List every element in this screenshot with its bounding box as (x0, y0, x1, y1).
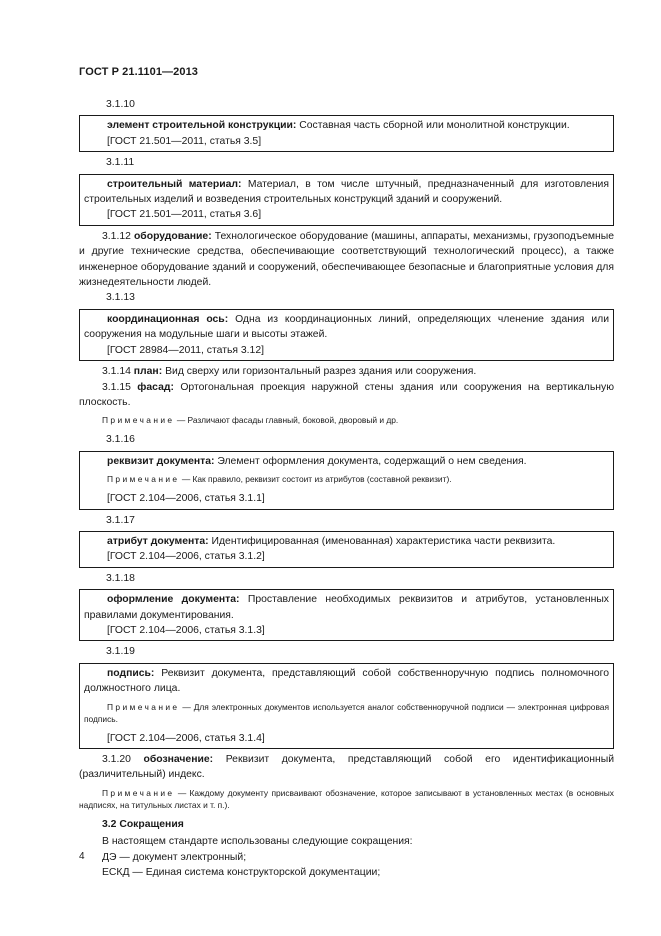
definition: Идентифицированная (именованная) характеристика части реквизита. (211, 535, 556, 547)
document-header: ГОСТ Р 21.1101—2013 (79, 66, 199, 78)
definition-text (84, 666, 609, 697)
source-reference: [ГОСТ 21.501—2011, статья 3.5] (107, 135, 262, 147)
clause-number: 3.1.14 (102, 366, 131, 378)
term: подпись: (107, 667, 155, 679)
definition: Материал, в том числе штучный, предназначенный для изготовления строительных изделий и возведения строительных конструкций зданий и сооружений. (84, 178, 609, 206)
definition: Реквизит документа, представляющий собой собственноручную подпись полномочного должностного лица. (84, 667, 609, 695)
definition-text (84, 454, 609, 469)
definition-text (79, 364, 614, 379)
definition-text (79, 229, 614, 291)
definition: Вид сверху или горизонтальный разрез здания или сооружения. (165, 366, 477, 378)
definition: Ортогональная проекция наружной стены здания или сооружения на вертикальную плоскость. (79, 381, 615, 408)
definition-box (79, 451, 614, 510)
definition: Одна из координационных линий, определяющих членение здания или сооружения на модульные шаги и высоты этажей. (84, 313, 609, 341)
definition: Проставление необходимых реквизитов и атрибутов, установленных правилами документирования. (84, 594, 609, 621)
clause-number: 3.1.18 (106, 572, 135, 584)
section-heading: 3.2 Сокращения (102, 818, 184, 830)
definition-text (84, 534, 609, 549)
clause-number: 3.1.19 (106, 646, 135, 658)
definition-box (79, 663, 614, 749)
definition-text (84, 177, 609, 208)
clause-number: 3.1.12 (102, 230, 131, 242)
term: оборудование: (133, 230, 212, 242)
definition-box (79, 309, 614, 361)
term: координационная ось: (107, 313, 229, 325)
source-reference: [ГОСТ 28984—2011, статья 3.12] (107, 344, 264, 356)
term: атрибут документа: (107, 535, 209, 547)
definition-box (79, 174, 614, 226)
abbreviation-item: ЕСКД — Единая система конструкторской документации; (102, 867, 381, 879)
term: реквизит документа: (107, 455, 215, 467)
term: обозначение: (143, 754, 214, 765)
term: элемент строительной конструкции: (107, 120, 297, 132)
definition-text (84, 312, 609, 343)
page-number: 4 (79, 851, 85, 862)
clause-number: 3.1.17 (106, 514, 135, 526)
clause-number: 3.1.10 (106, 99, 135, 110)
note (84, 473, 609, 485)
clause-number: 3.1.11 (106, 157, 135, 169)
note (79, 414, 614, 426)
term: строительный материал: (107, 178, 242, 190)
abbreviation-item: ДЭ — документ электронный; (102, 851, 247, 863)
section-intro: В настоящем стандарте использованы следующие сокращения: (102, 836, 413, 848)
term: план: (133, 366, 163, 378)
definition-box (79, 115, 614, 152)
note (79, 787, 614, 811)
definition-text (84, 118, 609, 133)
clause-number: 3.1.16 (106, 434, 135, 446)
definition-text (79, 380, 614, 411)
source-reference: [ГОСТ 2.104—2006, статья 3.1.2] (107, 551, 265, 563)
definition-box (79, 589, 614, 641)
clause-number: 3.1.13 (106, 292, 135, 304)
definition-text (84, 592, 609, 623)
note (84, 701, 609, 725)
clause-number: 3.1.20 (102, 754, 131, 765)
source-reference: [ГОСТ 2.104—2006, статья 3.1.1] (107, 493, 265, 505)
note-text: — Различают фасады главный, боковой, дворовый и др. (176, 415, 399, 426)
note-label: Примечание (107, 474, 180, 485)
source-reference: [ГОСТ 2.104—2006, статья 3.1.4] (107, 732, 265, 744)
term: фасад: (137, 381, 174, 393)
definition: Составная часть сборной или монолитной конструкции. (299, 120, 570, 132)
note-text: — Для электронных документов используется аналог собственноручной подписи — электронная цифровая подпись. (84, 701, 609, 724)
note-label: Примечание (102, 415, 175, 426)
term: оформление документа: (107, 594, 240, 606)
note-label: Примечание (107, 701, 180, 712)
definition-box (79, 531, 614, 568)
definition: Реквизит документа, представляющий собой его идентификационный (различительный) индекс. (79, 754, 615, 781)
source-reference: [ГОСТ 21.501—2011, статья 3.6] (107, 209, 262, 221)
note-text: — Как правило, реквизит состоит из атрибутов (составной реквизит). (181, 474, 452, 485)
definition: Элемент оформления документа, содержащий о нем сведения. (217, 455, 527, 467)
clause-number: 3.1.15 (102, 381, 131, 393)
definition-text (79, 752, 614, 783)
document-body (79, 97, 614, 880)
definition: Технологическое оборудование (машины, аппараты, механизмы, грузоподъемные и другие технические средства, обеспечивающие соответствующий технологический процесс), а также инженерное оборудование зданий и сооружений, обеспечивающее безопасные и благоприятные условия для жизнедеятельности людей. (79, 230, 615, 289)
source-reference: [ГОСТ 2.104—2006, статья 3.1.3] (107, 624, 265, 636)
note-text: — Каждому документу присваивают обозначение, которое записывают в установленных местах (в основных надписях, на титульных листах и т. п.). (79, 787, 614, 810)
note-label: Примечание (102, 787, 175, 798)
